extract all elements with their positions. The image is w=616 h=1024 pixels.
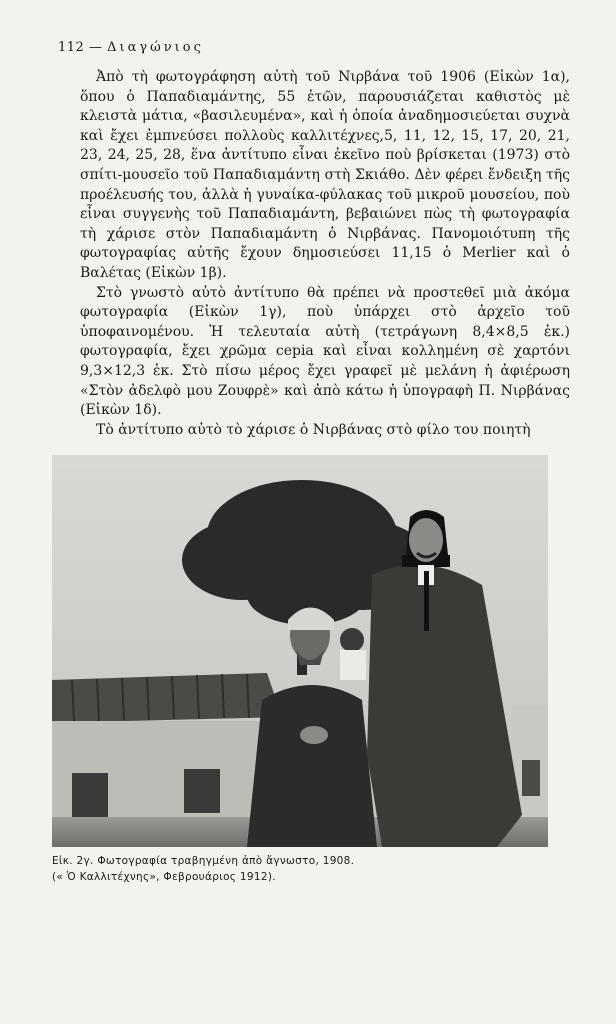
running-title: Διαγώνιος (107, 40, 204, 55)
page-number: 112 (58, 40, 85, 55)
paragraph-3: Τὸ ἀντίτυπο αὐτὸ τὸ χάρισε ὁ Νιρβάνας στὸ φίλο του ποιητὴ (96, 421, 531, 438)
caption-line-1: Εἰκ. 2γ. Φωτογραφία τραβηγμένη ἀπὸ ἄγνωστο, 1908. (52, 855, 355, 867)
body-text (80, 68, 570, 440)
header-separator: — (88, 40, 103, 55)
caption-line-2: (« Ὁ Καλλιτέχνης», Φεβρουάριος 1912). (52, 871, 276, 883)
running-header (58, 40, 204, 55)
photograph-image (52, 455, 548, 847)
historical-photograph (52, 455, 548, 847)
figure-caption (52, 853, 354, 885)
paragraph-2: Στὸ γνωστὸ αὐτὸ ἀντίτυπο θὰ πρέπει νὰ προστεθεῖ μιὰ ἀκόμα φωτογραφία (Εἰκὼν 1γ), ποὺ ὑπάρχει στὸ ἀρχεῖο τοῦ ὑποφαινομένου. Ἡ τελευταία αὐτὴ (τετράγωνη 8,4×8,5 ἐκ.) φωτογραφία, ἔχει χρῶμα cepia καὶ εἶναι κολλημένη σὲ χαρτόνι 9,3×12,3 ἐκ. Στὸ πίσω μέρος ἔχει γραφεῖ μὲ μελάνη ἡ ἀφιέρωση «Στὸν ἀδελφὸ μου Ζουφρὲ» καὶ ἀπὸ κάτω ἡ ὑπογραφὴ Π. Νιρβάνας (Εἰκὼν 1δ). (80, 284, 570, 419)
paragraph-1: Ἀπὸ τὴ φωτογράφηση αὐτὴ τοῦ Νιρβάνα τοῦ 1906 (Εἰκὼν 1α), ὅπου ὁ Παπαδιαμάντης, 55 ἐτῶν, παρουσιάζεται καθιστὸς μὲ κλειστὰ μάτια, «βασιλευμένα», καὶ ἡ ὁποία ἀναδημοσιεύεται συχνὰ καὶ ἔχει ἐμπνεύσει πολλοὺς καλλιτέχνες,5, 11, 12, 15, 17, 20, 21, 23, 24, 25, 28, ἕνα ἀντίτυπο εἶναι ἐκεῖνο ποὺ βρίσκεται (1973) στὸ σπίτι-μουσεῖο τοῦ Παπαδιαμάντη στὴ Σκιάθο. Δὲν φέρει ἔνδειξη τῆς προέλευσής του, ἀλλὰ ἡ γυναίκα-φύλακας τοῦ μικροῦ μουσείου, ποὺ εἶναι συγγενὴς τοῦ Παπαδιαμάντη, βεβαιώνει πὼς τὴ φωτογραφία τὴ χάρισε στὸν Παπαδιαμάντη ὁ Νιρβάνας. Πανομοιότυπη τῆς φωτογραφίας αὐτῆς ἔχουν δημοσιεύσει 11,15 ὁ Merlier καὶ ὁ Βαλέτας (Εἰκὼν 1β). (80, 69, 570, 281)
